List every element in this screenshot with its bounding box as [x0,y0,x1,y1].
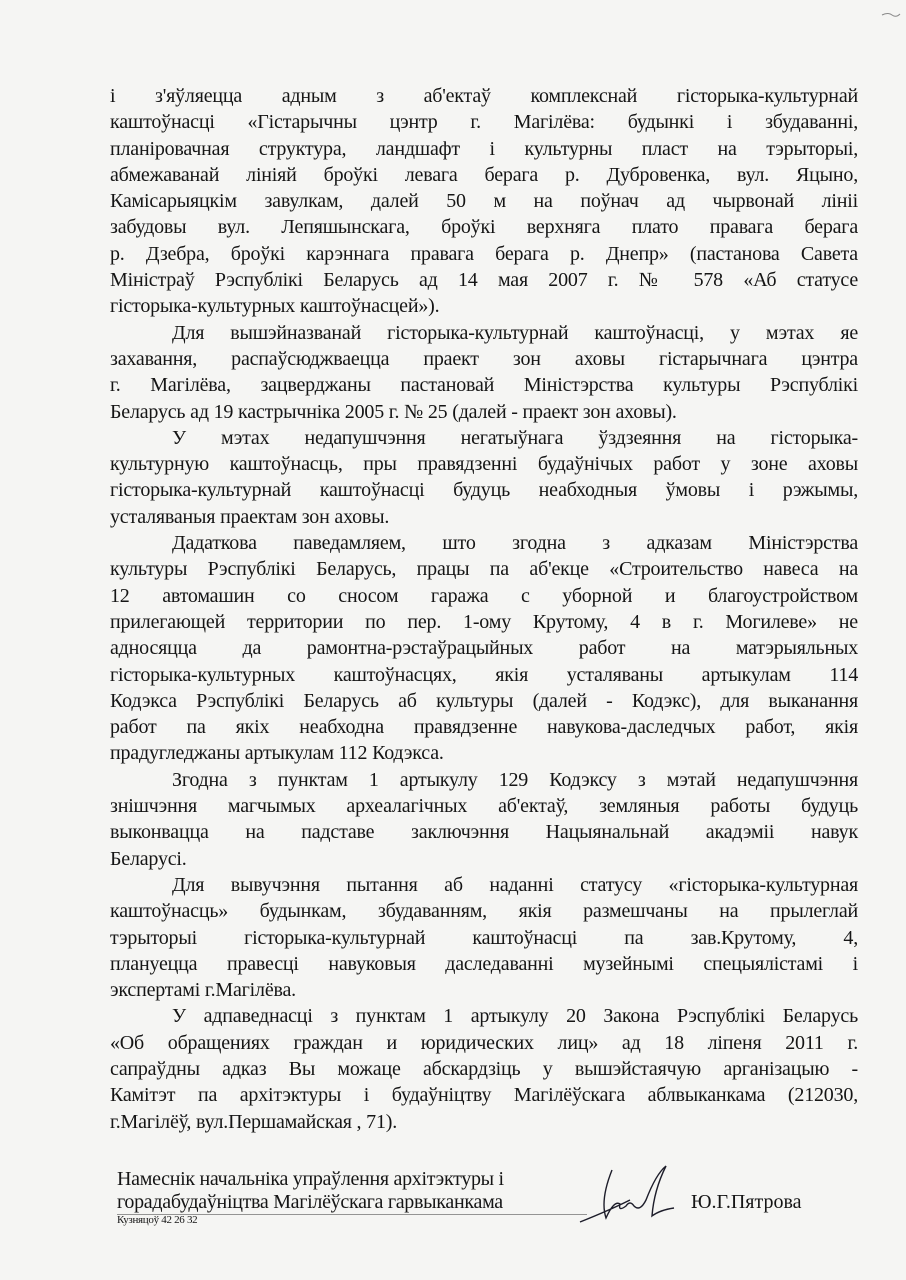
text-line: выконвацца на падставе заключэння Нацыянальнай акадэміі навук [110,821,858,844]
executor-phone: Кузняцоў 42 26 32 [117,1214,198,1226]
text-line: г.Магілёў, вул.Першамайская , 71). [110,1110,398,1133]
text-line: усталяваныя праектам зон аховы. [110,505,390,528]
paragraph [110,1003,858,1134]
scan-mark [880,6,902,24]
text-line: адносяцца да рамонтна-рэстаўрацыйных работ на матэрыяльных [110,637,858,660]
text-line: захавання, распаўсюджваецца праект зон аховы гістарычнага цэнтра [110,347,858,370]
text-line: Для вышэйназванай гісторыка-культурнай каштоўнасці, у мэтах яе [172,321,858,344]
text-line: Беларусь ад 19 кастрычніка 2005 г. № 25 (далей - праект зон аховы). [110,400,677,423]
text-line: культурную каштоўнасць, пры правядзенні будаўнічых работ у зоне аховы [110,453,858,476]
text-line: культуры Рэспублікі Беларусь, працы па аб'екце «Строительство навеса на [110,558,858,581]
position-line-1: Намеснік начальніка упраўлення архітэктуры і [117,1168,504,1190]
text-line: прилегающей территории по пер. 1-ому Крутому, 4 в г. Могилеве» не [110,610,858,633]
text-line: Камітэт па архітэктуры і будаўніцтву Магілёўскага аблвыканкама (212030, [110,1084,858,1107]
paragraph [110,425,858,530]
text-line: каштоўнасць» будынкам, збудаванням, якія размешчаны на прылеглай [110,900,858,923]
text-line: Дадаткова паведамляем, што згодна з адказам Міністэрства [172,532,858,555]
paragraph [110,83,858,320]
text-line: забудовы вул. Лепяшынскага, броўкі верхняга плато правага берага [110,216,858,239]
signer-name: Ю.Г.Пятрова [691,1191,802,1213]
text-line: плануецца правесці навуковыя даследаванні музейнымі спецыялістамі і [110,952,858,975]
text-line: экспертамі г.Магілёва. [110,979,296,1002]
paragraph [110,320,858,425]
text-line: Кодэкса Рэспублікі Беларусь аб культуры (далей - Кодэкс), для выканання [110,689,858,712]
text-line: знішчэння магчымых археалагічных аб'ектаў, земляныя работы будуць [110,795,858,818]
signature-block [117,1168,504,1226]
text-line: і з'яўляецца адным з аб'ектаў комплекснай гісторыка-культурнай [110,85,858,107]
text-line: Беларусі. [110,847,187,870]
handwritten-signature [570,1160,690,1235]
text-line: г. Магілёва, зацверджаны пастановай Міністэрства культуры Рэспублікі [110,374,858,397]
text-line: каштоўнасці «Гістарычны цэнтр г. Магілёва: будынкі і збудаванні, [110,111,858,134]
text-line: гісторыка-культурных каштоўнасцях, якія усталяваны артыкулам 114 [110,663,858,686]
text-line: Міністраў Рэспублікі Беларусь ад 14 мая 2007 г. № 578 «Аб статусе [110,269,858,292]
position-line-2: горадабудаўніцтва Магілёўскага гарвыканкама [117,1191,503,1213]
text-line: гісторыка-культурнай каштоўнасці будуць неабходныя ўмовы і рэжымы, [110,479,858,502]
paragraph [110,530,858,767]
text-line: Для вывучэння пытання аб наданні статусу «гісторыка-культурная [172,873,858,896]
text-line: планіровачная структура, ландшафт і культурны пласт на тэрыторыі, [110,137,858,160]
text-line: сапраўдны адказ Вы можаце абскардзіць у вышэйстаячую арганізацыю - [110,1057,858,1080]
text-line: Камісарыяцкім завулкам, далей 50 м на поўнач ад чырвонай лініі [110,190,858,213]
text-line: «Об обращениях граждан и юридических лиц» ад 18 ліпеня 2011 г. [110,1031,858,1054]
text-line: тэрыторыі гісторыка-культурнай каштоўнасці па зав.Крутому, 4, [110,926,858,949]
text-line: У адпаведнасці з пунктам 1 артыкулу 20 Закона Рэспублікі Беларусь [172,1005,858,1028]
text-line: У мэтах недапушчэння негатыўнага ўздзеяння на гісторыка- [172,426,858,449]
text-line: гісторыка-культурных каштоўнасцей»). [110,295,440,318]
text-line: 12 автомашин со сносом гаража с уборной и благоустройством [110,584,858,607]
paragraph [110,872,858,1003]
letter-body [110,83,858,1135]
text-line: абмежаванай лініяй броўкі левага берага р. Дубровенка, вул. Яцыно, [110,163,858,186]
text-line: работ па якіх неабходна правядзенне навукова-даследчых работ, якія [110,716,858,739]
text-line: Згодна з пунктам 1 артыкулу 129 Кодэксу з мэтай недапушчэння [172,768,858,791]
paragraph [110,767,858,872]
text-line: р. Дзебра, броўкі карэннага правага берага р. Днепр» (пастанова Савета [110,242,858,265]
text-line: прадугледжаны артыкулам 112 Кодэкса. [110,742,444,765]
